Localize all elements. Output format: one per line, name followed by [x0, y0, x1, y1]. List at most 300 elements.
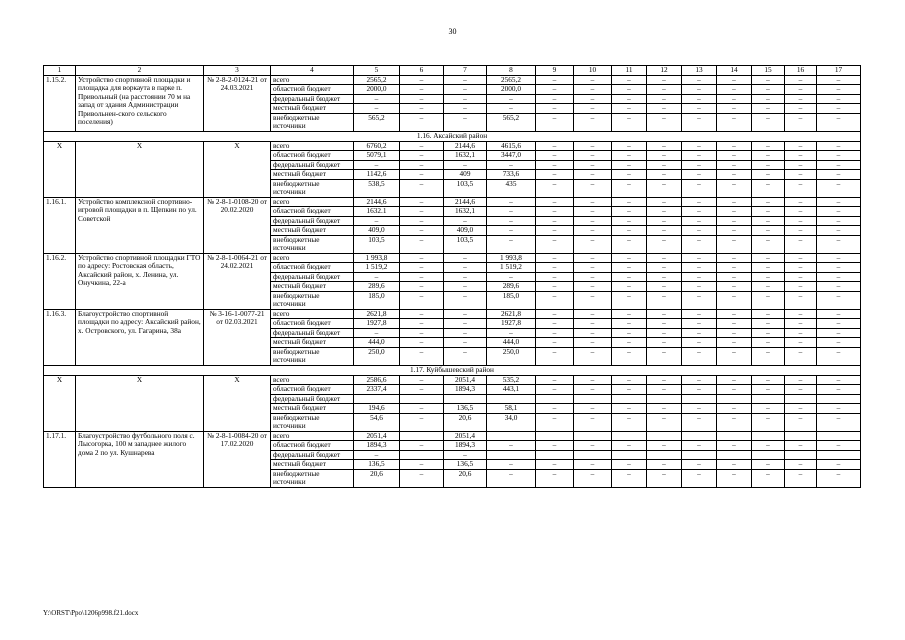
column-header: 13 [682, 66, 717, 76]
value-cell: – [817, 104, 861, 114]
value-cell: – [817, 375, 861, 385]
value-cell: – [647, 85, 682, 95]
value-cell: – [785, 309, 817, 319]
section-row [44, 365, 861, 375]
value-cell: – [752, 207, 785, 217]
funding-label: внебюджетные источники [271, 235, 354, 253]
value-cell: – [574, 460, 612, 470]
item-name: Устройство спортивной площадки ГТО по адресу: Ростовская область, Аксайский район, х. Ленина, ул. Онучкина, 22-а [76, 253, 204, 309]
value-cell: – [536, 179, 574, 197]
value-cell: – [647, 226, 682, 236]
value-cell: – [717, 319, 752, 329]
funding-label: всего [271, 431, 354, 441]
funding-label: всего [271, 375, 354, 385]
value-cell: – [717, 226, 752, 236]
value-cell: 1894,3 [444, 441, 487, 451]
funding-label: областной бюджет [271, 441, 354, 451]
value-cell: – [444, 75, 487, 85]
value-cell: – [536, 253, 574, 263]
value-cell: – [717, 216, 752, 226]
value-cell: – [612, 347, 647, 365]
value-cell: 2565,2 [487, 75, 536, 85]
value-cell: – [752, 272, 785, 282]
column-header: 4 [271, 66, 354, 76]
item-name: Устройство спортивной площадки и площадка для воркаута в парке п. Привольный (на расстоянии 70 м на запад от здания Администрации Привольнен-ского сельского поселения) [76, 75, 204, 131]
table-row [44, 309, 861, 319]
value-cell: – [536, 309, 574, 319]
value-cell [817, 431, 861, 441]
value-cell: – [574, 141, 612, 151]
value-cell: – [400, 319, 444, 329]
value-cell: – [400, 253, 444, 263]
table-row [44, 375, 861, 385]
value-cell: – [400, 385, 444, 395]
value-cell: – [785, 197, 817, 207]
value-cell: – [717, 441, 752, 451]
value-cell: – [817, 291, 861, 309]
budget-table [43, 65, 861, 488]
funding-label: местный бюджет [271, 282, 354, 292]
funding-label: федеральный бюджет [271, 450, 354, 460]
value-cell: – [682, 347, 717, 365]
value-cell: – [752, 309, 785, 319]
value-cell: – [612, 170, 647, 180]
column-header-row [44, 66, 861, 76]
value-cell: – [444, 160, 487, 170]
value-cell: – [400, 94, 444, 104]
value-cell: – [536, 235, 574, 253]
value-cell: – [717, 94, 752, 104]
value-cell: – [785, 328, 817, 338]
funding-label: областной бюджет [271, 263, 354, 273]
funding-label: внебюджетные источники [271, 179, 354, 197]
value-cell: – [574, 179, 612, 197]
value-cell: – [647, 235, 682, 253]
value-cell: – [682, 385, 717, 395]
value-cell: – [817, 85, 861, 95]
value-cell: – [612, 179, 647, 197]
value-cell: – [574, 113, 612, 131]
section-row [44, 131, 861, 141]
value-cell: – [574, 385, 612, 395]
value-cell: – [487, 104, 536, 114]
value-cell: – [536, 151, 574, 161]
value-cell [785, 450, 817, 460]
value-cell: – [682, 328, 717, 338]
value-cell: 1894,3 [354, 441, 400, 451]
value-cell: – [785, 94, 817, 104]
value-cell: – [817, 75, 861, 85]
item-document: № 2-8-1-0108-20 от 20.02.2020 [204, 197, 271, 253]
value-cell: – [612, 282, 647, 292]
value-cell: – [487, 197, 536, 207]
value-cell: – [682, 253, 717, 263]
item-name: Благоустройство спортивной площадки по адресу: Аксайский район, х. Островского, ул. Гагарина, 38а [76, 309, 204, 365]
value-cell: – [444, 328, 487, 338]
funding-label: всего [271, 197, 354, 207]
value-cell: – [574, 216, 612, 226]
value-cell: – [717, 104, 752, 114]
value-cell: – [574, 375, 612, 385]
value-cell: – [612, 291, 647, 309]
value-cell: – [647, 263, 682, 273]
value-cell [785, 431, 817, 441]
value-cell [612, 450, 647, 460]
value-cell: – [785, 113, 817, 131]
value-cell: – [536, 338, 574, 348]
value-cell [612, 394, 647, 404]
value-cell: – [682, 160, 717, 170]
value-cell: – [785, 263, 817, 273]
item-document: № 2-8-2-0124-21 от 24.03.2021 [204, 75, 271, 131]
value-cell: – [785, 207, 817, 217]
value-cell: – [400, 197, 444, 207]
value-cell: – [400, 272, 444, 282]
value-cell: – [612, 235, 647, 253]
value-cell: 2621,8 [354, 309, 400, 319]
value-cell: – [444, 216, 487, 226]
value-cell: – [682, 413, 717, 431]
value-cell: – [612, 338, 647, 348]
value-cell: – [574, 319, 612, 329]
value-cell: 103,5 [444, 179, 487, 197]
value-cell: – [400, 151, 444, 161]
value-cell: – [785, 75, 817, 85]
value-cell: – [682, 282, 717, 292]
value-cell: – [536, 291, 574, 309]
value-cell: – [536, 469, 574, 487]
value-cell: – [400, 85, 444, 95]
value-cell: – [682, 375, 717, 385]
value-cell: – [400, 413, 444, 431]
value-cell: 4615,6 [487, 141, 536, 151]
funding-label: областной бюджет [271, 319, 354, 329]
value-cell: – [752, 404, 785, 414]
value-cell: – [574, 441, 612, 451]
value-cell: – [400, 309, 444, 319]
value-cell: – [487, 328, 536, 338]
value-cell: – [717, 113, 752, 131]
value-cell: – [354, 94, 400, 104]
value-cell: – [752, 413, 785, 431]
value-cell: – [717, 263, 752, 273]
value-cell: – [752, 328, 785, 338]
value-cell: – [647, 404, 682, 414]
value-cell: – [536, 263, 574, 273]
value-cell: – [574, 263, 612, 273]
value-cell: 185,0 [354, 291, 400, 309]
value-cell: – [785, 460, 817, 470]
value-cell: – [752, 104, 785, 114]
value-cell: – [752, 282, 785, 292]
value-cell [487, 450, 536, 460]
value-cell: 58,1 [487, 404, 536, 414]
funding-label: внебюджетные источники [271, 113, 354, 131]
value-cell: – [682, 197, 717, 207]
value-cell: – [536, 94, 574, 104]
value-cell: 1632,1 [444, 207, 487, 217]
value-cell: – [752, 226, 785, 236]
value-cell: – [400, 291, 444, 309]
section-title: 1.16. Аксайский район [44, 131, 861, 141]
value-cell: – [717, 179, 752, 197]
value-cell: – [717, 375, 752, 385]
value-cell: – [612, 413, 647, 431]
value-cell: – [444, 282, 487, 292]
value-cell: 1 993,8 [354, 253, 400, 263]
value-cell: – [487, 460, 536, 470]
value-cell: – [785, 226, 817, 236]
value-cell: – [785, 179, 817, 197]
value-cell: – [817, 385, 861, 395]
value-cell: – [574, 469, 612, 487]
funding-label: внебюджетные источники [271, 291, 354, 309]
column-header: 9 [536, 66, 574, 76]
value-cell: – [717, 75, 752, 85]
value-cell: – [444, 347, 487, 365]
value-cell [487, 431, 536, 441]
value-cell: – [817, 216, 861, 226]
value-cell: – [752, 347, 785, 365]
item-number: Х [44, 141, 76, 197]
value-cell: – [817, 441, 861, 451]
funding-label: всего [271, 141, 354, 151]
value-cell: – [752, 113, 785, 131]
value-cell: – [682, 104, 717, 114]
value-cell [752, 431, 785, 441]
value-cell: – [612, 207, 647, 217]
value-cell: – [612, 375, 647, 385]
value-cell: – [612, 113, 647, 131]
value-cell: 535,2 [487, 375, 536, 385]
value-cell: 20,6 [354, 469, 400, 487]
value-cell: – [487, 441, 536, 451]
value-cell: 1 519,2 [354, 263, 400, 273]
value-cell: 2000,0 [354, 85, 400, 95]
value-cell: – [682, 441, 717, 451]
value-cell: – [612, 460, 647, 470]
value-cell [400, 431, 444, 441]
value-cell [400, 450, 444, 460]
value-cell: – [752, 141, 785, 151]
value-cell: – [785, 385, 817, 395]
item-number: Х [44, 375, 76, 431]
value-cell: – [612, 104, 647, 114]
value-cell: 2337,4 [354, 385, 400, 395]
value-cell: – [682, 85, 717, 95]
value-cell: 2621,8 [487, 309, 536, 319]
value-cell: 54,6 [354, 413, 400, 431]
value-cell: 6760,2 [354, 141, 400, 151]
value-cell: 185,0 [487, 291, 536, 309]
value-cell: – [574, 104, 612, 114]
funding-label: внебюджетные источники [271, 469, 354, 487]
value-cell: – [612, 94, 647, 104]
funding-label: областной бюджет [271, 85, 354, 95]
value-cell: 250,0 [487, 347, 536, 365]
value-cell: – [647, 413, 682, 431]
value-cell: – [487, 226, 536, 236]
value-cell [717, 450, 752, 460]
value-cell: – [612, 263, 647, 273]
value-cell: – [817, 460, 861, 470]
value-cell [717, 431, 752, 441]
value-cell: – [400, 338, 444, 348]
value-cell [682, 450, 717, 460]
table-row [44, 75, 861, 85]
value-cell: – [752, 375, 785, 385]
value-cell: – [647, 179, 682, 197]
value-cell: – [400, 441, 444, 451]
value-cell: – [574, 338, 612, 348]
value-cell: – [817, 94, 861, 104]
value-cell: – [400, 282, 444, 292]
value-cell: 289,6 [487, 282, 536, 292]
value-cell: – [647, 253, 682, 263]
value-cell: – [647, 460, 682, 470]
value-cell: – [717, 385, 752, 395]
value-cell: – [400, 375, 444, 385]
table-row [44, 431, 861, 441]
value-cell: – [647, 282, 682, 292]
value-cell: – [400, 347, 444, 365]
value-cell: – [817, 282, 861, 292]
value-cell: – [536, 375, 574, 385]
funding-label: местный бюджет [271, 170, 354, 180]
value-cell: – [536, 404, 574, 414]
value-cell: – [785, 441, 817, 451]
value-cell: – [536, 160, 574, 170]
item-document: Х [204, 375, 271, 431]
value-cell: – [682, 141, 717, 151]
value-cell: – [785, 375, 817, 385]
value-cell: – [487, 216, 536, 226]
value-cell: – [400, 75, 444, 85]
value-cell: – [574, 404, 612, 414]
value-cell: – [444, 263, 487, 273]
value-cell: – [647, 309, 682, 319]
column-header: 2 [76, 66, 204, 76]
value-cell: – [682, 469, 717, 487]
item-document: № 2-8-1-0084-20 от 17.02.2020 [204, 431, 271, 487]
value-cell: – [444, 291, 487, 309]
value-cell: – [817, 347, 861, 365]
table-row [44, 197, 861, 207]
funding-label: федеральный бюджет [271, 272, 354, 282]
value-cell: – [536, 197, 574, 207]
value-cell: – [487, 272, 536, 282]
value-cell: – [647, 347, 682, 365]
value-cell: 409,0 [444, 226, 487, 236]
value-cell: – [785, 170, 817, 180]
value-cell: – [536, 113, 574, 131]
value-cell: 103,5 [444, 235, 487, 253]
value-cell: – [817, 179, 861, 197]
value-cell: – [536, 85, 574, 95]
value-cell: 2051,4 [354, 431, 400, 441]
value-cell: – [354, 272, 400, 282]
value-cell: – [647, 375, 682, 385]
column-header: 8 [487, 66, 536, 76]
item-number: 1.16.3. [44, 309, 76, 365]
value-cell: – [536, 460, 574, 470]
value-cell: – [785, 253, 817, 263]
value-cell: – [752, 469, 785, 487]
value-cell: – [817, 469, 861, 487]
value-cell: 194,6 [354, 404, 400, 414]
value-cell: – [752, 160, 785, 170]
value-cell: – [536, 75, 574, 85]
value-cell: – [536, 328, 574, 338]
value-cell: – [400, 104, 444, 114]
value-cell: 1632.1 [354, 207, 400, 217]
value-cell: – [536, 207, 574, 217]
item-name: Х [76, 375, 204, 431]
value-cell: – [574, 75, 612, 85]
value-cell: – [817, 319, 861, 329]
value-cell: – [647, 160, 682, 170]
value-cell: – [717, 469, 752, 487]
value-cell: – [717, 338, 752, 348]
value-cell: 409 [444, 170, 487, 180]
value-cell: – [682, 151, 717, 161]
value-cell: – [817, 404, 861, 414]
value-cell: – [752, 385, 785, 395]
value-cell: – [574, 226, 612, 236]
funding-label: местный бюджет [271, 338, 354, 348]
value-cell [717, 394, 752, 404]
value-cell: – [682, 235, 717, 253]
value-cell: – [536, 319, 574, 329]
value-cell [682, 394, 717, 404]
value-cell: – [717, 160, 752, 170]
value-cell: 1632,1 [444, 151, 487, 161]
value-cell: – [612, 197, 647, 207]
value-cell: – [717, 404, 752, 414]
value-cell: – [682, 75, 717, 85]
funding-label: федеральный бюджет [271, 160, 354, 170]
value-cell: – [752, 291, 785, 309]
value-cell: 2144,6 [444, 197, 487, 207]
value-cell: – [400, 216, 444, 226]
value-cell: – [612, 309, 647, 319]
value-cell: – [817, 151, 861, 161]
value-cell: – [785, 272, 817, 282]
value-cell: – [817, 253, 861, 263]
value-cell: 443,1 [487, 385, 536, 395]
value-cell: – [487, 469, 536, 487]
value-cell: – [785, 104, 817, 114]
value-cell: – [682, 404, 717, 414]
value-cell: – [817, 170, 861, 180]
value-cell: – [574, 272, 612, 282]
value-cell: – [717, 291, 752, 309]
funding-label: федеральный бюджет [271, 328, 354, 338]
value-cell: – [717, 347, 752, 365]
value-cell: – [647, 207, 682, 217]
funding-label: местный бюджет [271, 226, 354, 236]
funding-label: всего [271, 253, 354, 263]
value-cell: – [785, 141, 817, 151]
value-cell: – [752, 94, 785, 104]
value-cell: 2051,4 [444, 431, 487, 441]
funding-label: федеральный бюджет [271, 94, 354, 104]
value-cell: – [817, 328, 861, 338]
value-cell: 2051,4 [444, 375, 487, 385]
value-cell: – [752, 85, 785, 95]
table-row [44, 253, 861, 263]
column-header: 16 [785, 66, 817, 76]
